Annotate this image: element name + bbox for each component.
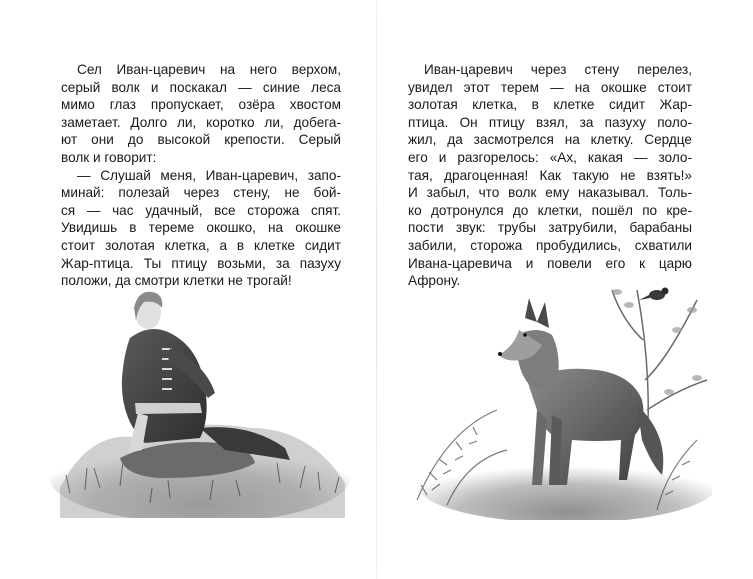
text-line: Увидишь в тереме окошко, на окошке bbox=[61, 220, 341, 236]
text-line: серый волк и поскакал — синие леса bbox=[61, 79, 341, 95]
text-line: — Слушай меня, Иван-царевич, запо- bbox=[77, 167, 341, 183]
text-line: увидел этот терем — на окошке стоит bbox=[408, 79, 692, 95]
illustration-grey-wolf bbox=[407, 270, 712, 520]
text-line: золотая клетка, в клетке сидит Жар- bbox=[408, 97, 692, 113]
text-line: Афрону. bbox=[408, 273, 461, 289]
text-line: его и разгорелось: «Ах, какая — золо- bbox=[408, 149, 692, 165]
text-line: птица. Он птицу взял, за пазуху поло- bbox=[408, 114, 692, 130]
text-line: Ивана-царевича и повели его к царю bbox=[408, 255, 692, 271]
text-line: тая, драгоценная! Как такую не взять!» bbox=[408, 167, 692, 183]
text-line: Жар-птица. Ты птицу возьми, за пазуху bbox=[61, 255, 341, 271]
text-line: Сел Иван-царевич на него верхом, bbox=[77, 62, 341, 77]
text-line: жил, да засмотрелся на клетку. Сердце bbox=[408, 132, 692, 148]
text-line: пости звук: трубы затрубили, барабаны bbox=[408, 220, 692, 236]
sash bbox=[135, 403, 202, 414]
ivan-tsarevich-illustration bbox=[50, 278, 350, 518]
text-line: И забыл, что волк ему наказывал. Толь- bbox=[408, 185, 692, 201]
left-page-text bbox=[61, 61, 341, 290]
wolf-ear bbox=[525, 298, 537, 322]
text-line: ко дотронулся до клетки, пошёл по кре- bbox=[408, 202, 692, 218]
text-line: мимо глаз пропускает, озёра хвостом bbox=[61, 97, 341, 113]
text-line: заметает. Долго ли, коротко ли, добега- bbox=[61, 114, 341, 130]
coat bbox=[122, 329, 207, 443]
text-line: стоит золотая клетка, а в клетке сидит bbox=[61, 237, 341, 253]
right-page-text bbox=[408, 61, 692, 290]
illustration-ivan-sitting bbox=[50, 278, 350, 518]
text-line: забили, сторожа пробудились, схватили bbox=[408, 237, 692, 253]
grey-wolf-illustration bbox=[407, 270, 712, 520]
right-page bbox=[377, 0, 753, 579]
text-line: ют они до высокой крепости. Серый bbox=[61, 132, 341, 148]
text-line: волк и говорит: bbox=[61, 149, 157, 165]
text-line: Иван-царевич через стену перелез, bbox=[424, 62, 692, 77]
left-page bbox=[0, 0, 376, 579]
bird-icon bbox=[639, 288, 669, 301]
text-line: ся — час удачный, все сторожа спят. bbox=[61, 202, 341, 218]
leaves bbox=[612, 289, 702, 395]
text-line: минай: полезай через стену, не бой- bbox=[61, 185, 341, 201]
text-line: положи, да смотри клетки не трогай! bbox=[61, 273, 292, 289]
